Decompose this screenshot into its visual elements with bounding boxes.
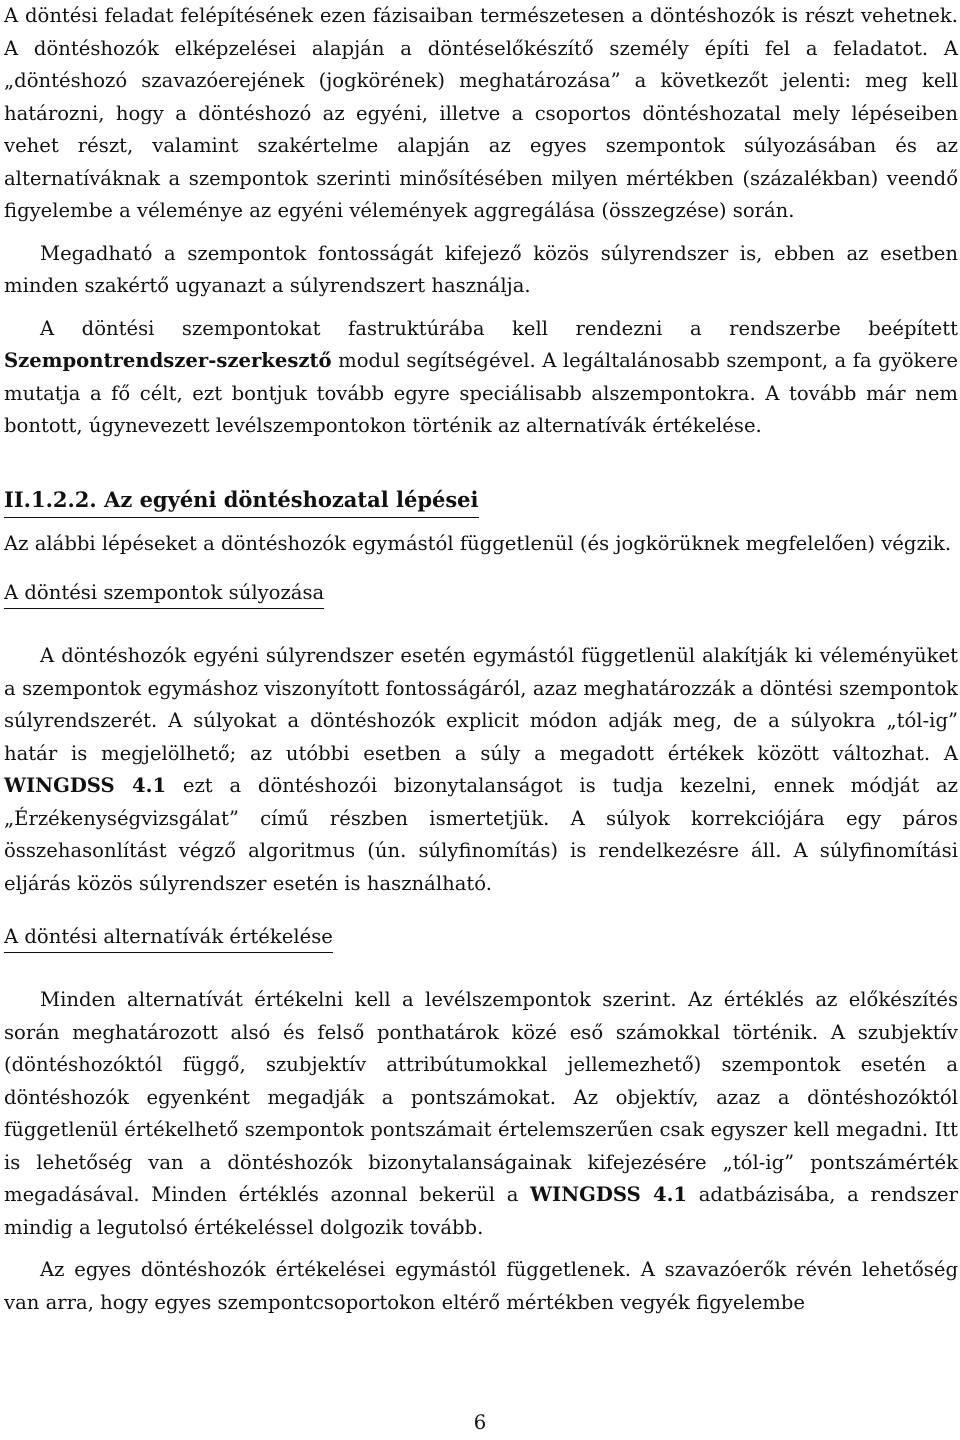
module-name: Szempontrendszer-szerkesztő	[4, 349, 332, 372]
paragraph-individual-steps	[4, 528, 958, 561]
subheading-evaluation: A döntési alternatívák értékelése	[4, 922, 333, 953]
paragraph-criteria-tree	[4, 313, 958, 443]
product-name: WINGDSS 4.1	[4, 774, 167, 797]
section-heading-wrap	[4, 483, 958, 518]
document-page	[4, 0, 958, 1319]
paragraph-independence	[4, 1254, 958, 1319]
paragraph-evaluation	[4, 984, 958, 1244]
page-number: 6	[473, 1411, 487, 1434]
paragraph-text: Megadható a szempontok fontosságát kifejező közös súlyrendszer is, ebben az esetben minden szakértő ugyanazt a súlyrendszert használja.	[4, 241, 958, 297]
paragraph-text: A döntési feladat felépítésének ezen fázisaiban természetesen a döntéshozók is részt vehetnek. A döntéshozók elképzelései alapján a döntéselőkészítő személy építi fel a feladatot. A „döntéshozó szavazóerejének (jogkörének) meghatározása” a következőt jelenti: meg kell határozni, hogy a döntéshozó az egyéni, illetve a csoportos döntéshozatal mely lépéseiben vehet részt, valamint szakértelme alapján az egyes szempontok súlyozásában és az alternatíváknak a szempontok szerinti minősítésében milyen mértékben (százalékban) veendő figyelembe a véleménye az egyéni vélemények aggregálása (összegzése) során.	[4, 4, 958, 222]
paragraph-text: A döntéshozók egyéni súlyrendszer esetén egymástól függetlenül alakítják ki véleményüket a szempontok egymáshoz viszonyított fontosságáról, azaz meghatározzák a döntési szempontok súlyrendszerét. A súlyokat a döntéshozók explicit módon adják meg, de a súlyokra „tól-ig” határ is megjelölhető; az utóbbi esetben a súly a megadott értékek között változhat. A	[4, 644, 958, 765]
paragraph-text: Minden alternatívát értékelni kell a levélszempontok szerint. Az értéklés az előkészítés során meghatározott alsó és felső ponthatárok közé eső számokkal történik. A szubjektív (döntéshozóktól függő, szubjektív attribútumokkal jellemezhető) szempontok esetén a döntéshozók egyenként megadják a pontszámokat. Az objektív, azaz a döntéshozóktól függetlenül értékelhető szempontok pontszámait értelemszerűen csak egyszer kell megadni. Itt is lehetőség van a döntéshozók bizonytalanságainak kifejezésére „tól-ig” pontszámérték megadásával. Minden értéklés azonnal bekerül a	[4, 988, 958, 1206]
paragraph-text: modul segítségével. A legáltalánosabb szempont, a fa gyökere mutatja a fő célt, ezt bontjuk tovább egyre speciálisabb alszempontokra. A tovább már nem bontott, úgynevezett levélszempontokon történik az alternatívák értékelése.	[4, 349, 958, 437]
section-heading: II.1.2.2. Az egyéni döntéshozatal lépései	[4, 483, 479, 518]
product-name: WINGDSS 4.1	[530, 1183, 688, 1206]
paragraph-text: ezt a döntéshozói bizonytalanságot is tudja kezelni, ennek módját az „Érzékenységvizsgálat” című részben ismertetjük. A súlyok korrekciójára egy páros összehasonlítást végző algoritmus (ún. súlyfinomítás) is rendelkezésre áll. A súlyfinomítási eljárás közös súlyrendszer esetén is használható.	[4, 774, 958, 895]
subheading-wrap-evaluation	[4, 922, 958, 954]
paragraph-text: adatbázisába, a rendszer mindig a legutolsó értékeléssel dolgozik tovább.	[4, 1183, 958, 1239]
subheading-weighting: A döntési szempontok súlyozása	[4, 578, 324, 609]
paragraph-common-weights	[4, 238, 958, 303]
paragraph-weighting	[4, 640, 958, 900]
paragraph-text: Az alábbi lépéseket a döntéshozók egymástól függetlenül (és jogkörüknek megfelelően) végzik.	[4, 531, 952, 555]
paragraph-text: Az egyes döntéshozók értékelései egymástól függetlenek. A szavazóerők révén lehetőség van arra, hogy egyes szempontcsoportokon eltérő mértékben vegyék figyelembe	[4, 1258, 958, 1314]
subheading-wrap-weighting	[4, 578, 958, 610]
paragraph-text: A döntési szempontokat fastruktúrába kell rendezni a rendszerbe beépített	[40, 316, 958, 340]
paragraph-decision-setup	[4, 0, 958, 228]
